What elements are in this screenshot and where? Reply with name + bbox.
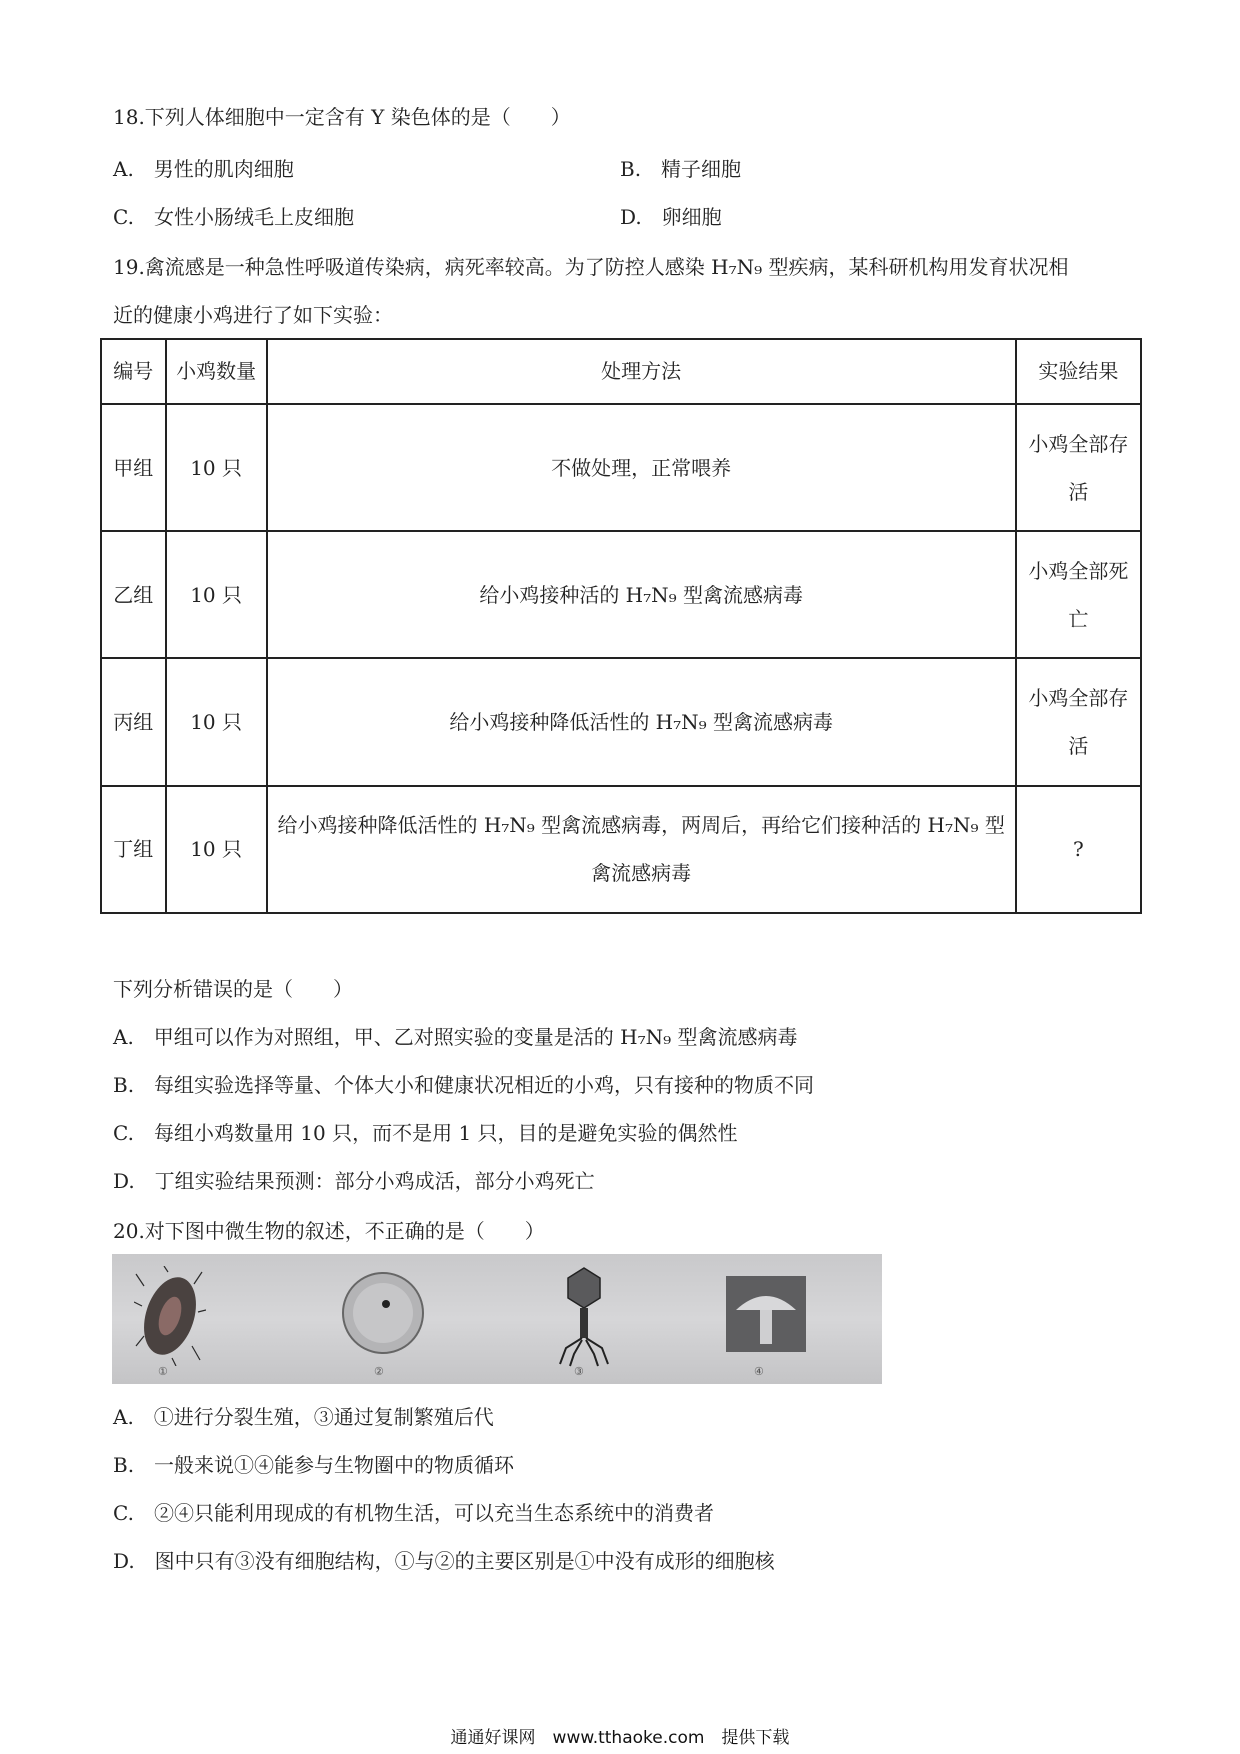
count-cell: 10 只	[166, 658, 267, 785]
table-row	[101, 531, 1141, 658]
yeast-cell-icon	[340, 1270, 426, 1356]
q20-stem: 20.对下图中微生物的叙述，不正确的是（ ）	[113, 1219, 545, 1243]
count-cell: 10 只	[166, 786, 267, 913]
figure-label-2: ②	[374, 1365, 384, 1378]
experiment-table	[100, 338, 1142, 914]
mushroom-icon	[726, 1276, 806, 1352]
table-row	[101, 786, 1141, 913]
q19-ask: 下列分析错误的是（ ）	[113, 977, 353, 1001]
result-cell: 小鸡全部存活	[1016, 658, 1141, 785]
header-result: 实验结果	[1016, 339, 1141, 404]
method-cell: 给小鸡接种活的 H₇N₉ 型禽流感病毒	[267, 531, 1016, 658]
group-cell: 丙组	[101, 658, 166, 785]
q18-option-c: C. 女性小肠绒毛上皮细胞	[113, 205, 354, 229]
q19-option-d: D. 丁组实验结果预测：部分小鸡成活，部分小鸡死亡	[113, 1169, 595, 1193]
q19-stem-line1: 19.禽流感是一种急性呼吸道传染病，病死率较高。为了防控人感染 H₇N₉ 型疾病，某科研机构用发育状况相	[113, 255, 1069, 279]
method-cell: 不做处理，正常喂养	[267, 404, 1016, 531]
result-cell: 小鸡全部存活	[1016, 404, 1141, 531]
method-cell: 给小鸡接种降低活性的 H₇N₉ 型禽流感病毒	[267, 658, 1016, 785]
q19-option-c: C. 每组小鸡数量用 10 只，而不是用 1 只，目的是避免实验的偶然性	[113, 1121, 738, 1145]
group-cell: 乙组	[101, 531, 166, 658]
header-method: 处理方法	[267, 339, 1016, 404]
header-chick-count: 小鸡数量	[166, 339, 267, 404]
table-row	[101, 404, 1141, 531]
q18-option-d: D. 卵细胞	[620, 205, 722, 229]
q20-option-b: B. 一般来说①④能参与生物圈中的物质循环	[113, 1453, 515, 1477]
table-header-row	[101, 339, 1141, 404]
q19-option-a: A. 甲组可以作为对照组，甲、乙对照实验的变量是活的 H₇N₉ 型禽流感病毒	[113, 1025, 798, 1049]
count-cell: 10 只	[166, 404, 267, 531]
group-cell: 甲组	[101, 404, 166, 531]
q20-option-c: C. ②④只能利用现成的有机物生活，可以充当生态系统中的消费者	[113, 1501, 714, 1525]
q19-option-b: B. 每组实验选择等量、个体大小和健康状况相近的小鸡，只有接种的物质不同	[113, 1073, 815, 1097]
q20-option-a: A. ①进行分裂生殖，③通过复制繁殖后代	[113, 1405, 494, 1429]
result-cell: 小鸡全部死亡	[1016, 531, 1141, 658]
figure-label-1: ①	[158, 1365, 168, 1378]
q18-option-b: B. 精子细胞	[620, 157, 742, 181]
figure-label-4: ④	[754, 1365, 764, 1378]
bacteriophage-icon	[552, 1264, 616, 1368]
count-cell: 10 只	[166, 531, 267, 658]
q18-stem: 18.下列人体细胞中一定含有 Y 染色体的是（ ）	[113, 105, 571, 129]
q19-stem-line2: 近的健康小鸡进行了如下实验：	[113, 303, 393, 327]
bacterium-icon	[134, 1266, 206, 1366]
figure-label-3: ③	[574, 1365, 584, 1378]
table-row	[101, 658, 1141, 785]
q18-option-a: A. 男性的肌肉细胞	[113, 157, 294, 181]
method-cell: 给小鸡接种降低活性的 H₇N₉ 型禽流感病毒，两周后，再给它们接种活的 H₇N₉ 型禽流感病毒	[267, 786, 1016, 913]
header-number: 编号	[101, 339, 166, 404]
microorganism-photo	[112, 1254, 882, 1384]
q20-option-d: D. 图中只有③没有细胞结构，①与②的主要区别是①中没有成形的细胞核	[113, 1549, 775, 1573]
footer-credit: 通通好课网 www.tthaoke.com 提供下载	[450, 1728, 790, 1748]
group-cell: 丁组	[101, 786, 166, 913]
result-cell: ?	[1016, 786, 1141, 913]
